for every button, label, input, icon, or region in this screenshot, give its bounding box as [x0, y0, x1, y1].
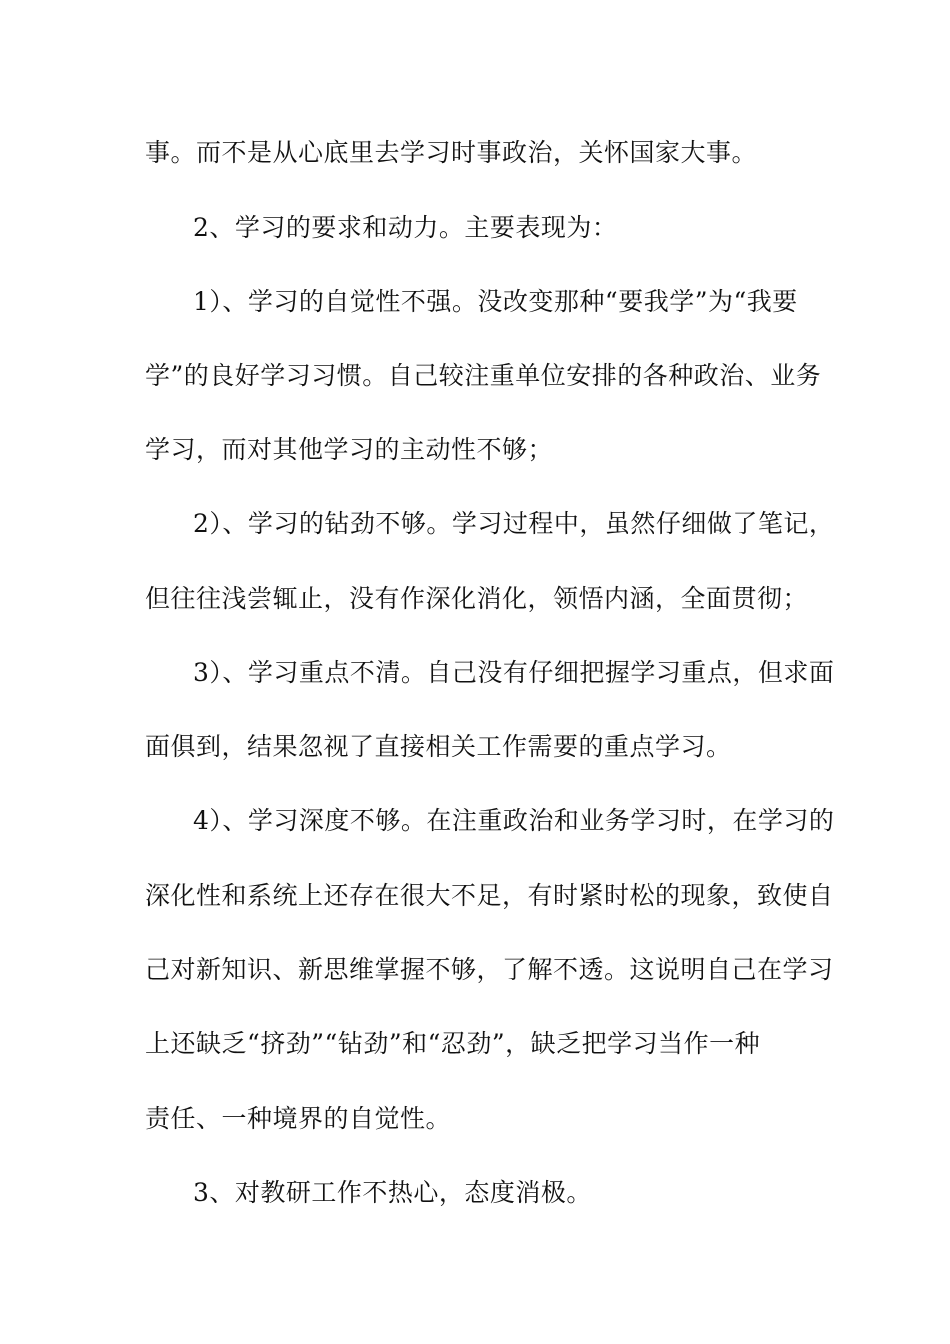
- section-heading: 3、对教研工作不热心，态度消极。: [193, 1178, 592, 1207]
- text-line: 学”的良好学习习惯。自己较注重单位安排的各种政治、业务: [145, 361, 822, 390]
- list-item-heading: 1）、学习的自觉性不强。没改变那种“要我学”为“我要: [193, 287, 798, 316]
- list-item-heading: 4）、学习深度不够。在注重政治和业务学习时，在学习的: [193, 806, 835, 835]
- text-line: 学习，而对其他学习的主动性不够；: [145, 435, 554, 464]
- list-item-heading: 3）、学习重点不清。自己没有仔细把握学习重点，但求面: [193, 658, 835, 687]
- text-line: 但往往浅尝辄止，没有作深化消化，领悟内涵，全面贯彻；: [145, 584, 809, 613]
- list-item-heading: 2）、学习的钻劲不够。学习过程中，虽然仔细做了笔记，: [193, 509, 835, 538]
- text-line: 责任、一种境界的自觉性。: [145, 1104, 452, 1133]
- text-line: 事。而不是从心底里去学习时事政治，关怀国家大事。: [145, 138, 758, 167]
- text-line: 面俱到，结果忽视了直接相关工作需要的重点学习。: [145, 732, 732, 761]
- section-heading: 2、学习的要求和动力。主要表现为：: [193, 213, 618, 242]
- text-line: 己对新知识、新思维掌握不够，了解不透。这说明自己在学习: [145, 955, 834, 984]
- text-line: 上还缺乏“挤劲”“钻劲”和“忍劲”，缺乏把学习当作一种: [145, 1029, 761, 1058]
- text-line: 深化性和系统上还存在很大不足，有时紧时松的现象，致使自: [145, 881, 834, 910]
